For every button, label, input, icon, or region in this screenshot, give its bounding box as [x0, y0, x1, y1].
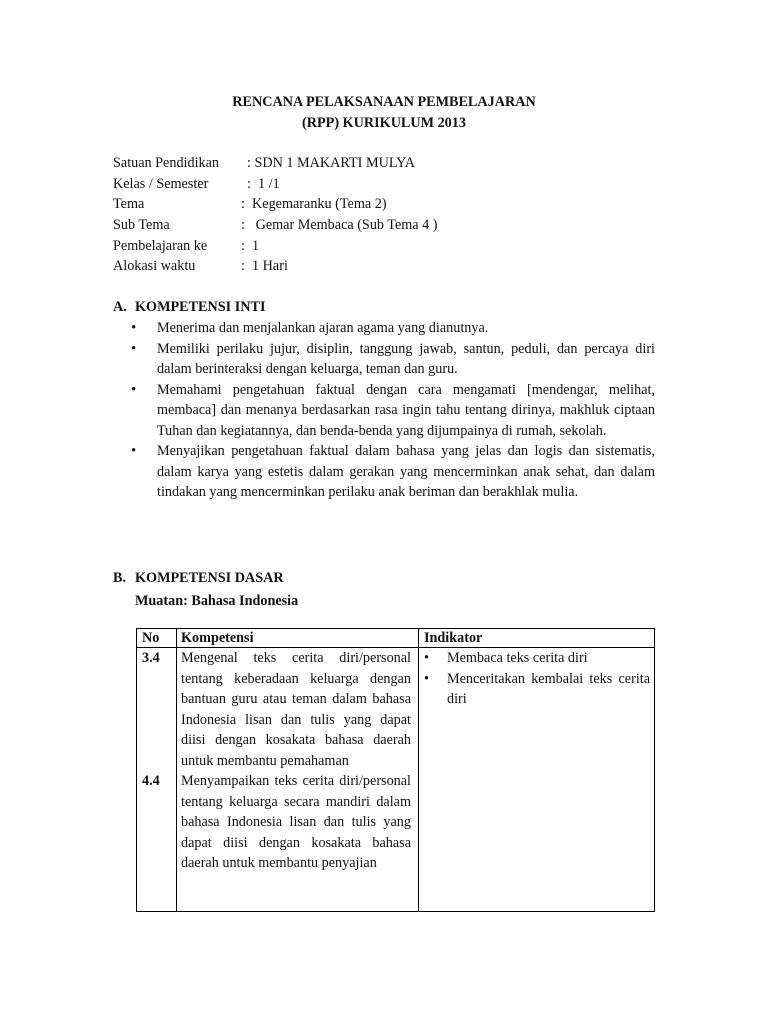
row-number: 3.4 [142, 650, 160, 666]
list-item: • Memiliki perilaku jujur, disiplin, tanggung jawab, santun, peduli, dan percaya diri dalam berinteraksi dengan keluarga, teman dan guru. [130, 339, 655, 380]
identity-value: : Gemar Membaca (Sub Tema 4 ) [241, 217, 438, 233]
list-item: • Memahami pengetahuan faktual dengan cara mengamati [mendengar, melihat, membaca] dan menanya berdasarkan rasa ingin tahu tentang dirinya, makhluk ciptaan Tuhan dan kegiatannya, dan benda-benda yang dijumpainya di rumah, sekolah. [130, 380, 655, 442]
list-item: • Menerima dan menjalankan ajaran agama yang dianutnya. [130, 318, 655, 339]
section-letter: B. [113, 570, 127, 586]
indikator-list [422, 648, 650, 710]
kompetensi-dasar-table [136, 628, 655, 912]
section-title: KOMPETENSI INTI [135, 299, 266, 315]
section-letter: A. [113, 299, 127, 315]
column-header-no: No [142, 630, 160, 646]
identity-label: Alokasi waktu [113, 258, 196, 274]
row-number: 4.4 [142, 773, 160, 789]
identity-label: Sub Tema [113, 217, 170, 233]
kompetensi-inti-list [130, 318, 655, 503]
identity-value: : 1 Hari [241, 258, 288, 274]
column-header-kompetensi: Kompetensi [181, 630, 254, 646]
list-item: • Menceritakan kembalai teks cerita diri [422, 669, 650, 710]
section-title: KOMPETENSI DASAR [135, 570, 284, 586]
table-divider [176, 629, 177, 911]
kompetensi-cell [181, 648, 411, 874]
identity-label: Pembelajaran ke [113, 238, 208, 254]
identity-value: : SDN 1 MAKARTI MULYA [247, 155, 415, 171]
column-header-indikator: Indikator [424, 630, 483, 646]
document-subtitle: (RPP) KURIKULUM 2013 [302, 115, 466, 131]
table-divider [418, 629, 419, 911]
muatan-subtitle: Muatan: Bahasa Indonesia [135, 593, 299, 609]
list-item: • Membaca teks cerita diri [422, 648, 650, 669]
identity-label: Tema [113, 196, 145, 212]
identity-value: : 1 [241, 238, 260, 254]
identity-value: : 1 /1 [247, 176, 280, 192]
identity-label: Satuan Pendidikan [113, 155, 219, 171]
kompetensi-text: Mengenal teks cerita diri/personal tentang keberadaan keluarga dengan bantuan guru atau teman dalam bahasa Indonesia lisan dan tulis yang dapat diisi dengan kosakata bahasa daerah untuk membantu pemahaman [181, 650, 411, 769]
kompetensi-text: Menyampaikan teks cerita diri/personal tentang keluarga secara mandiri dalam bahasa Indonesia lisan dan tulis yang dapat diisi dengan kosakata bahasa daerah untuk membantu penyajian [181, 773, 411, 871]
list-item: • Menyajikan pengetahuan faktual dalam bahasa yang jelas dan logis dan sistematis, dalam karya yang estetis dalam gerakan yang mencerminkan anak sehat, dan dalam tindakan yang mencerminkan perilaku anak beriman dan berakhlak mulia. [130, 441, 655, 503]
document-title: RENCANA PELAKSANAAN PEMBELAJARAN [232, 94, 536, 110]
identity-label: Kelas / Semester [113, 176, 209, 192]
identity-value: : Kegemaranku (Tema 2) [241, 196, 387, 212]
